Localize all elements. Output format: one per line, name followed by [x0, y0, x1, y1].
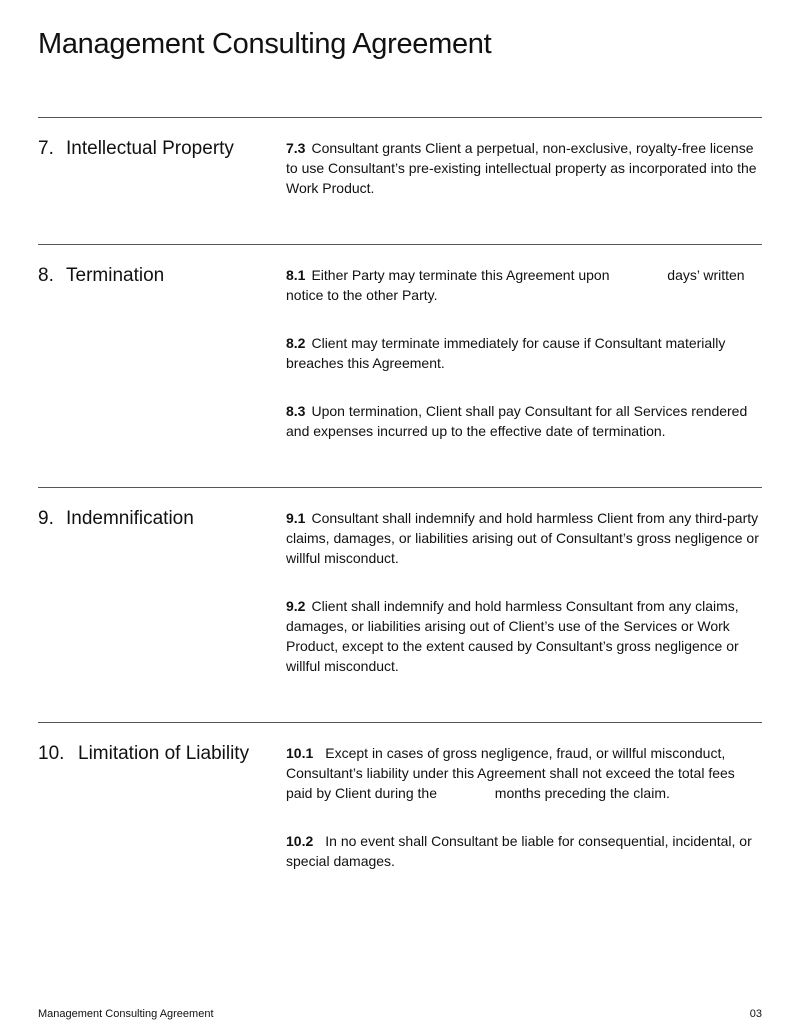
document-title: Management Consulting Agreement — [38, 28, 492, 60]
section-number: 10. — [38, 743, 65, 764]
clause: 8.2 Client may terminate immediately for cause if Consultant materially breaches this Agreement. — [286, 335, 726, 371]
footer-title: Management Consulting Agreement — [38, 1008, 214, 1020]
clause: 8.1 Either Party may terminate this Agreement upon days’ written notice to the other Party. — [286, 267, 745, 303]
section-intellectual-property — [38, 117, 762, 244]
section-heading: Intellectual Property — [66, 138, 234, 159]
sections — [38, 117, 762, 917]
clause: 7.3 Consultant grants Client a perpetual, non-exclusive, royalty-free license to use Consultant’s pre-existing intellectual property as incorporated into the Work Product. — [286, 140, 757, 196]
section-heading: Limitation of Liability — [78, 743, 250, 764]
clause: 9.2 Client shall indemnify and hold harmless Consultant from any claims, damages, or liabilities arising out of Client’s use of the Services or Work Product, except to the extent caused by Consultant’s gross negligence or willful misconduct. — [286, 598, 739, 674]
page-number: 03 — [749, 1008, 762, 1020]
section-termination — [38, 244, 762, 487]
clause: 10.1 Except in cases of gross negligence, fraud, or willful misconduct, Consultant’s liability under this Agreement shall not exceed the total fees paid by Client during the months preceding the claim. — [286, 745, 735, 801]
section-number: 7. — [38, 138, 54, 159]
section-limitation-of-liability — [38, 722, 762, 917]
section-number: 8. — [38, 265, 54, 286]
section-heading: Indemnification — [66, 508, 194, 529]
clause: 9.1 Consultant shall indemnify and hold harmless Client from any third-party claims, damages, or liabilities arising out of Consultant’s gross negligence or willful misconduct. — [286, 510, 759, 566]
clause: 8.3 Upon termination, Client shall pay Consultant for all Services rendered and expenses incurred up to the effective date of termination. — [286, 403, 748, 439]
page-footer — [38, 1008, 762, 1020]
clause: 10.2 In no event shall Consultant be liable for consequential, incidental, or special damages. — [286, 833, 752, 869]
section-indemnification — [38, 487, 762, 722]
section-number: 9. — [38, 508, 54, 529]
section-heading: Termination — [66, 265, 165, 286]
